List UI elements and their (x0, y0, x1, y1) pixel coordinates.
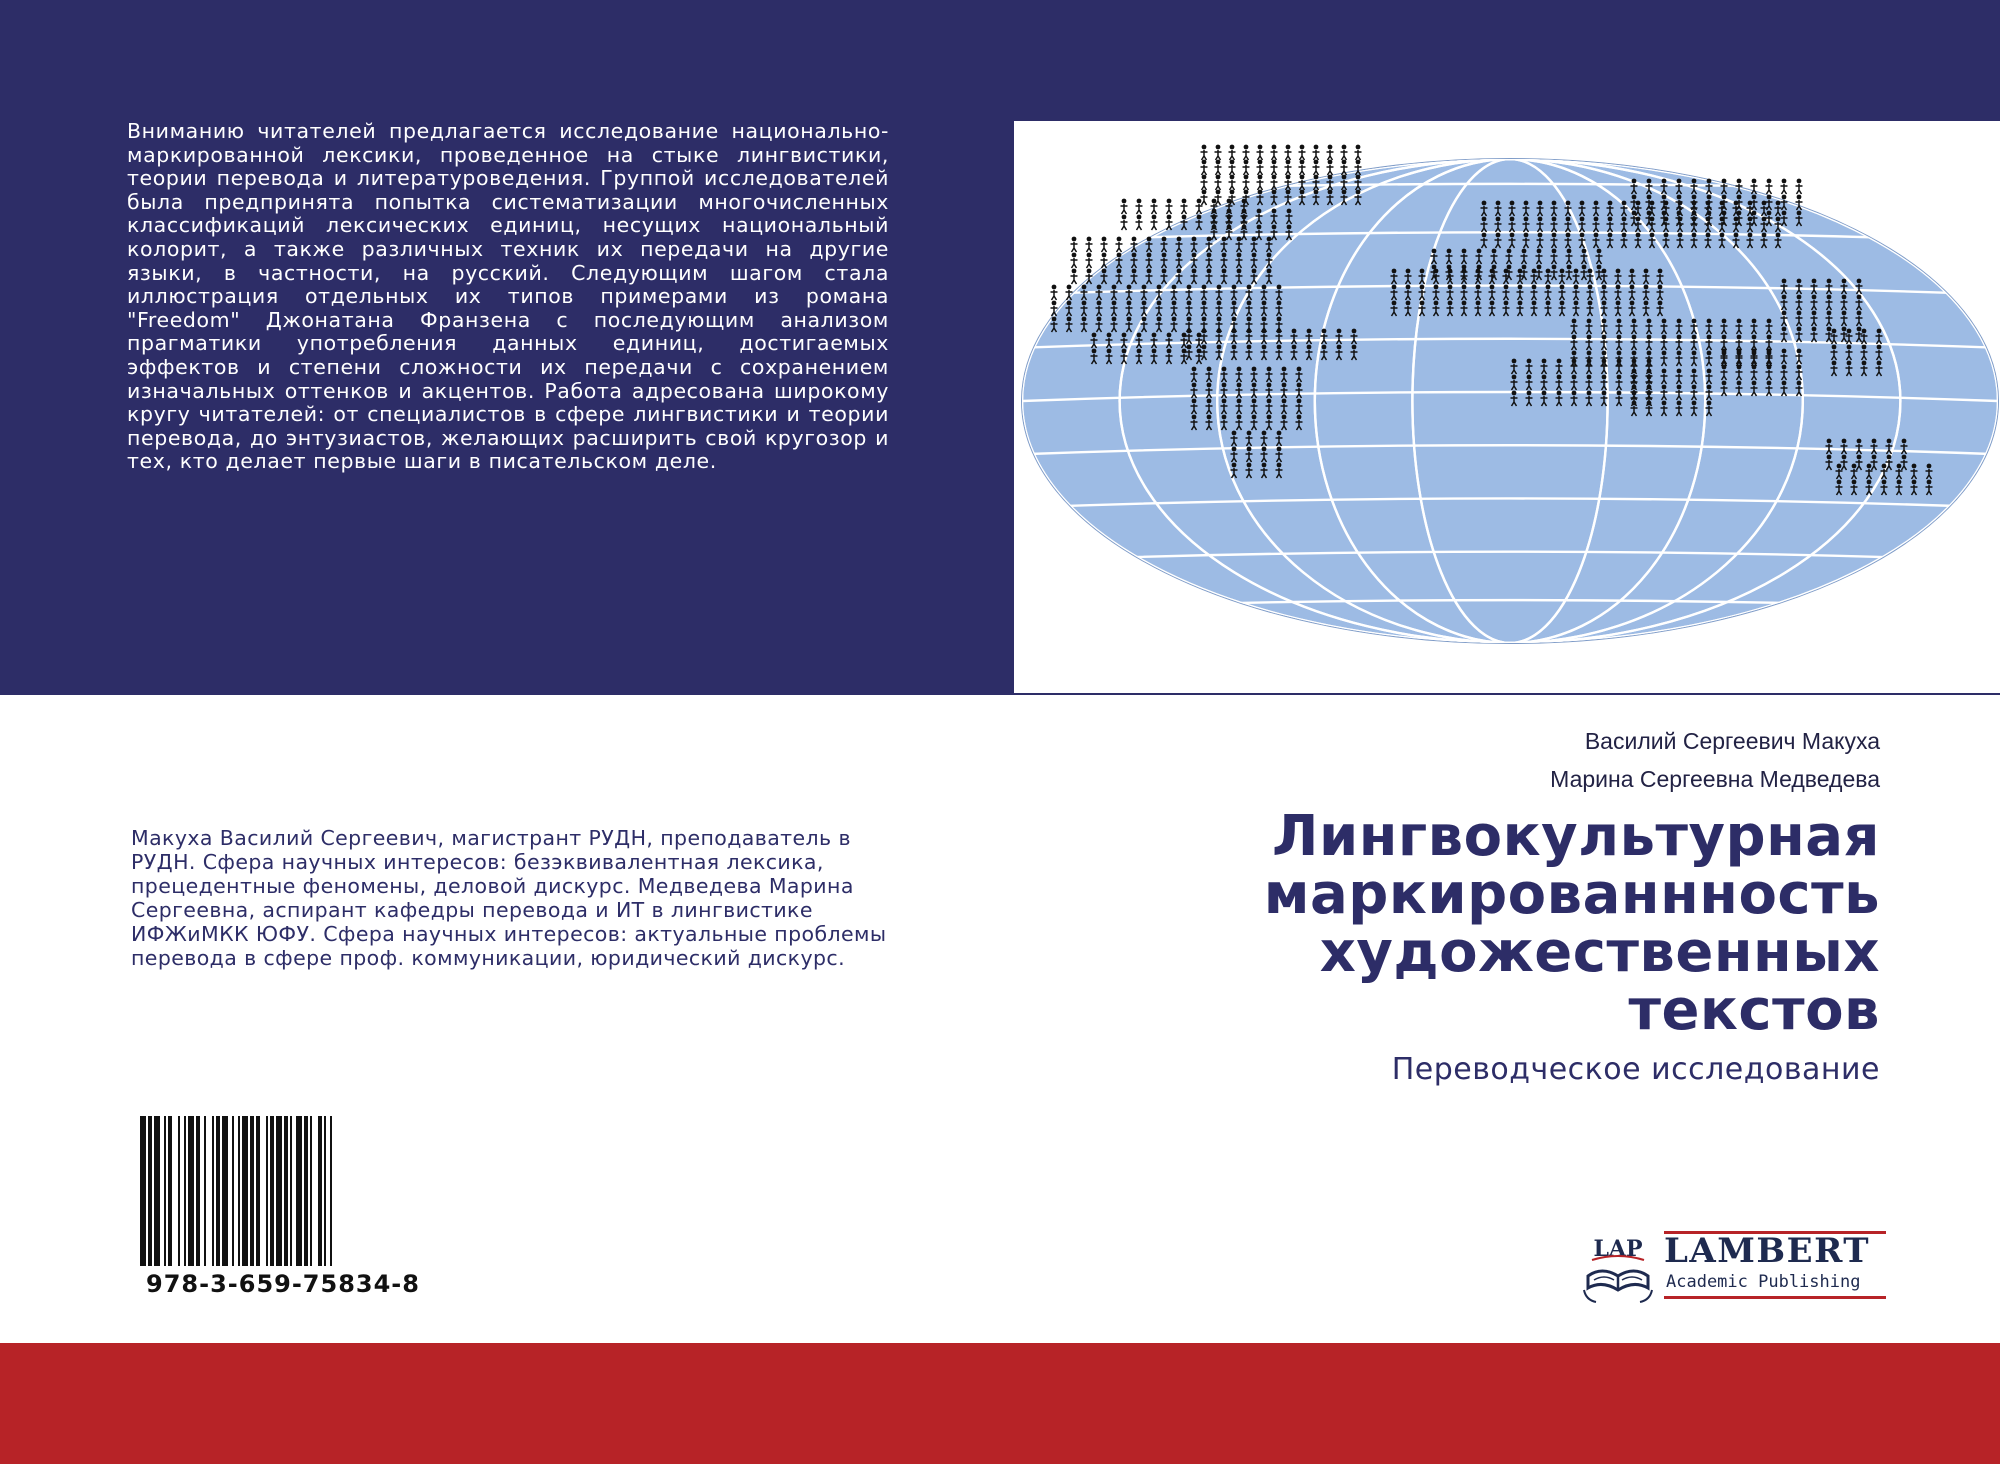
author-1: Василий Сергеевич Макуха (1584, 728, 1880, 754)
person-figure (1243, 175, 1250, 190)
barcode-bar (222, 1116, 228, 1266)
person-figure (1327, 160, 1334, 175)
person-figure (1201, 145, 1208, 160)
lap-text: LAP (1593, 1236, 1643, 1262)
book-title: Лингвокультурная маркированнность художественных текстов (1263, 804, 1880, 1043)
barcode-bar (324, 1116, 326, 1266)
barcode-bar (318, 1116, 322, 1266)
person-figure (1201, 160, 1208, 175)
person-figure (1299, 160, 1306, 175)
barcode-bar (250, 1116, 254, 1266)
publisher-logo (1578, 1230, 1888, 1306)
person-figure (1257, 175, 1264, 190)
author-2: Марина Сергеевна Медведева (1550, 766, 1880, 792)
person-figure (1313, 145, 1320, 160)
barcode-bar (148, 1116, 152, 1266)
barcode-bar (256, 1116, 260, 1266)
barcode-bar (310, 1116, 312, 1266)
bottom-red-band (0, 1343, 2000, 1464)
person-figure (1201, 175, 1208, 190)
person-figure (1071, 253, 1078, 268)
person-figure (1071, 269, 1078, 284)
barcode-bar (212, 1116, 214, 1266)
isbn-number: 978-3-659-75834-8 (146, 1270, 420, 1298)
person-figure (1243, 160, 1250, 175)
barcode-bar (266, 1116, 268, 1266)
barcode-bar (330, 1116, 332, 1266)
person-figure (1313, 160, 1320, 175)
barcode-bar (178, 1116, 180, 1266)
barcode-bar (216, 1116, 220, 1266)
barcode-bar (196, 1116, 200, 1266)
person-figure (1229, 175, 1236, 190)
person-figure (1243, 145, 1250, 160)
barcode-bars (138, 1116, 428, 1271)
globe-illustration (1014, 121, 2000, 693)
barcode-bar (238, 1116, 240, 1266)
lap-book-icon (1578, 1230, 1658, 1306)
barcode-bar (284, 1116, 288, 1266)
barcode-bar (270, 1116, 274, 1266)
publisher-name: LAMBERT (1664, 1231, 1871, 1271)
barcode-bar (204, 1116, 206, 1266)
person-figure (1136, 199, 1143, 214)
person-figure (1151, 215, 1158, 230)
person-figure (1257, 160, 1264, 175)
person-figure (1151, 199, 1158, 214)
person-figure (1136, 215, 1143, 230)
person-figure (1355, 145, 1362, 160)
barcode-bar (276, 1116, 282, 1266)
publisher-rule-bottom (1664, 1296, 1886, 1299)
person-figure (1781, 179, 1788, 194)
person-figure (1121, 199, 1128, 214)
barcode-bar (290, 1116, 292, 1266)
person-figure (1299, 145, 1306, 160)
back-cover-blurb: Вниманию читателей предлагается исследование национально-маркированной лексики, проведенное на стыке лингвистики, теории перевода и литературоведения. Группой исследователей была предпринята попытка систематизации многочисленных классификаций лексических единиц, несущих национальный колорит, а также различных техник их передачи на другие языки, в частности, на русский. Следующим шагом стала иллюстрация отдельных их типов примерами из романа "Freedom" Джонатана Франзена с последующим анализом прагматики употребления данных единиц, достигаемых эффектов и степени сложности их передачи с сохранением изначальных оттенков и акцентов. Работа адресована широкому кругу читателей: от специалистов в сфере лингвистики и теории перевода, до энтузиастов, желающих расширить свой кругозор и тех, кто делает первые шаги в писательском деле. (127, 119, 889, 474)
barcode-bar (242, 1116, 248, 1266)
person-figure (1285, 160, 1292, 175)
person-figure (1121, 215, 1128, 230)
author-bio: Макуха Василий Сергеевич, магистрант РУДН, преподаватель в РУДН. Сфера научных интересов: безэквивалентная лексика, прецедентные феномены, деловой дискурс. Медведева Марина Сергеевна, аспирант кафедры перевода и ИТ в лингвистике ИФЖиМКК ЮФУ. Сфера научных интересов: актуальные проблемы перевода в сфере проф. коммуникации, юридический дискурс. (131, 826, 887, 970)
barcode-bar (296, 1116, 302, 1266)
person-figure (1327, 145, 1334, 160)
person-figure (1215, 175, 1222, 190)
person-figure (1285, 145, 1292, 160)
book-subtitle: Переводческое исследование (1391, 1052, 1880, 1087)
person-figure (1271, 160, 1278, 175)
barcode-bar (232, 1116, 234, 1266)
author-names (1550, 722, 1880, 798)
person-figure (1116, 237, 1123, 252)
person-figure (1201, 190, 1208, 205)
barcode-bar (184, 1116, 186, 1266)
person-figure (1215, 160, 1222, 175)
person-figure (1229, 145, 1236, 160)
person-figure (1071, 237, 1078, 252)
barcode-bar (140, 1116, 146, 1266)
person-figure (1101, 237, 1108, 252)
person-figure (1215, 145, 1222, 160)
person-figure (1181, 199, 1188, 214)
person-figure (1341, 145, 1348, 160)
cover-image-globe (1014, 121, 2000, 693)
person-figure (1166, 199, 1173, 214)
person-figure (1766, 179, 1773, 194)
person-figure (1796, 179, 1803, 194)
barcode-bar (188, 1116, 194, 1266)
person-figure (1271, 145, 1278, 160)
barcode-bar (154, 1116, 160, 1266)
person-figure (1051, 285, 1058, 300)
barcode-bar (304, 1116, 308, 1266)
barcode-bar (168, 1116, 172, 1266)
person-figure (1229, 160, 1236, 175)
barcode-bar (164, 1116, 166, 1266)
person-figure (1086, 237, 1093, 252)
person-figure (1257, 145, 1264, 160)
publisher-subtitle: Academic Publishing (1666, 1272, 1861, 1292)
person-figure (1086, 253, 1093, 268)
person-figure (1196, 199, 1203, 214)
